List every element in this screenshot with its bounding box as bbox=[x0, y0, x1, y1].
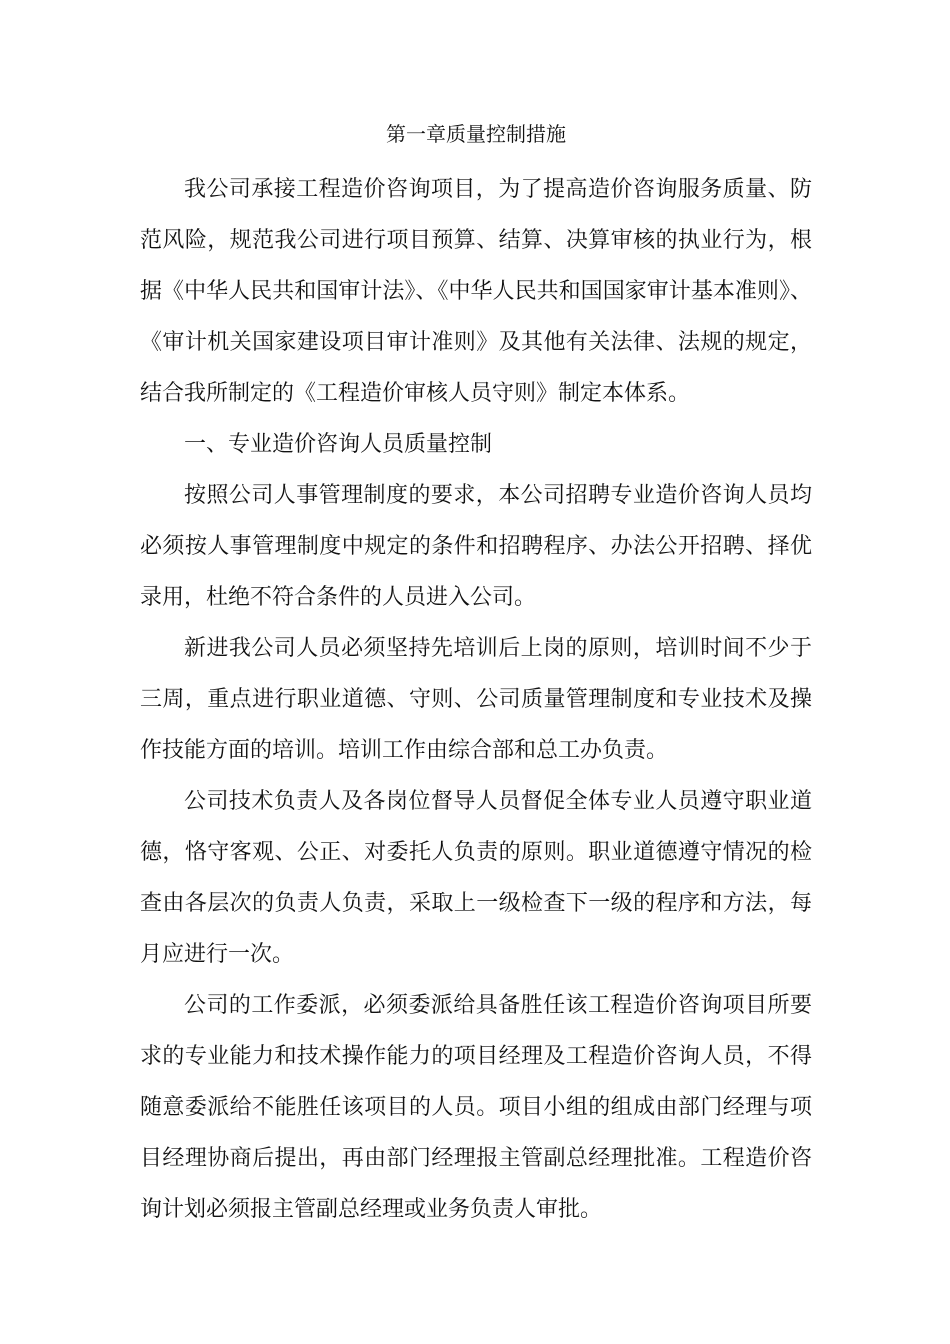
page-title: 第一章质量控制措施 bbox=[386, 122, 566, 146]
document-page bbox=[140, 112, 812, 1235]
body-paragraph-training: 新进我公司人员必须坚持先培训后上岗的原则，培训时间不少于三周，重点进行职业道德、守则、公司质量管理制度和专业技术及操作技能方面的培训。培训工作由综合部和总工办负责。 bbox=[140, 636, 812, 763]
section-heading: 一、专业造价咨询人员质量控制 bbox=[184, 432, 493, 457]
body-paragraph-ethics: 公司技术负责人及各岗位督导人员督促全体专业人员遵守职业道德，恪守客观、公正、对委托人负责的原则。职业道德遵守情况的检查由各层次的负责人负责，采取上一级检查下一级的程序和方法，每月应进行一次。 bbox=[140, 789, 812, 967]
intro-paragraph: 我公司承接工程造价咨询项目，为了提高造价咨询服务质量、防范风险，规范我公司进行项目预算、结算、决算审核的执业行为，根据《中华人民共和国审计法》、《中华人民共和国国家审计基本准则》、《审计机关国家建设项目审计准则》及其他有关法律、法规的规定，结合我所制定的《工程造价审核人员守则》制定本体系。 bbox=[140, 177, 812, 406]
body-paragraph-assignment: 公司的工作委派，必须委派给具备胜任该工程造价咨询项目所要求的专业能力和技术操作能力的项目经理及工程造价咨询人员，不得随意委派给不能胜任该项目的人员。项目小组的组成由部门经理与项目经理协商后提出，再由部门经理报主管副总经理批准。工程造价咨询计划必须报主管副总经理或业务负责人审批。 bbox=[140, 993, 812, 1222]
body-paragraph-recruitment: 按照公司人事管理制度的要求，本公司招聘专业造价咨询人员均必须按人事管理制度中规定的条件和招聘程序、办法公开招聘、择优录用，杜绝不符合条件的人员进入公司。 bbox=[140, 483, 812, 610]
